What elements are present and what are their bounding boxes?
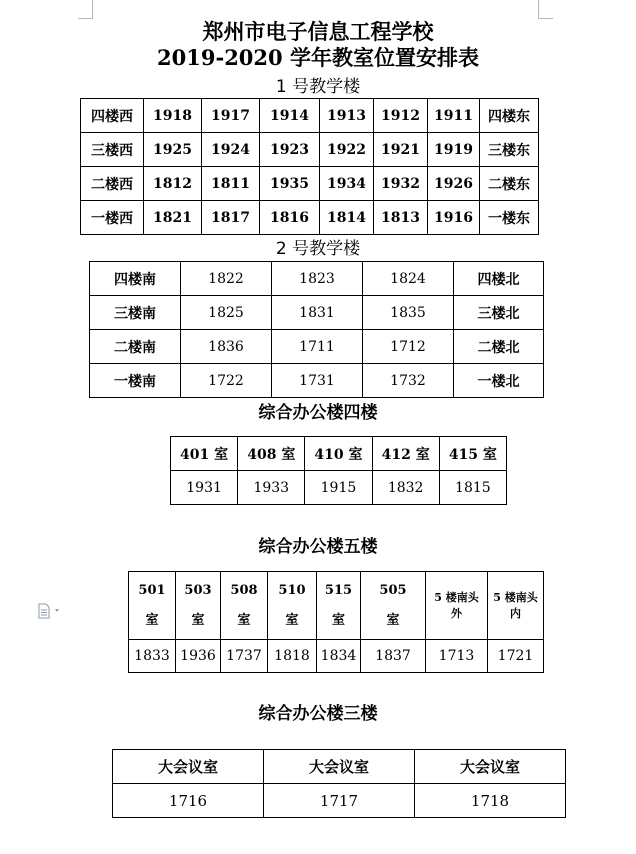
- office4-room-row: [171, 437, 507, 471]
- building2-room-code: 1824: [363, 262, 454, 296]
- office5-code-cell: 1721: [488, 640, 544, 673]
- building1-floor-label: 一楼西: [81, 201, 144, 235]
- room-suffix: 室: [191, 612, 205, 628]
- building1-floor-label: 二楼西: [81, 167, 144, 201]
- special-room-line2: 外: [451, 607, 462, 620]
- office5-code-cell: 1834: [317, 640, 361, 673]
- document-subtitle: 2019-2020 学年教室位置安排表: [157, 45, 479, 70]
- building2-floor-label: 一楼南: [90, 364, 181, 398]
- office3-room-cell: 大会议室: [113, 750, 264, 784]
- building1-room-code: 1911: [428, 99, 480, 133]
- office4-code-row: [171, 471, 507, 505]
- office4-code-cell: 1815: [439, 471, 506, 505]
- building1-room-code: 1916: [428, 201, 480, 235]
- building2-room-code: 1722: [181, 364, 272, 398]
- building1-room-code: 1925: [144, 133, 202, 167]
- office3-code-cell: 1716: [113, 784, 264, 818]
- office4-code-cell: 1832: [372, 471, 439, 505]
- office5-room-cell: [268, 572, 317, 640]
- building2-room-code: 1825: [181, 296, 272, 330]
- room-suffix: 室: [386, 612, 400, 628]
- building1-room-code: 1813: [374, 201, 428, 235]
- building2-room-code: 1831: [272, 296, 363, 330]
- building2-row: [90, 330, 544, 364]
- office5-code-cell: 1837: [361, 640, 426, 673]
- office5-code-cell: 1818: [268, 640, 317, 673]
- office4-table: [170, 436, 507, 505]
- office3-room-cell: 大会议室: [415, 750, 566, 784]
- building1-room-code: 1913: [320, 99, 374, 133]
- office4-room-cell: 415 室: [439, 437, 506, 471]
- building1-floor-label: 四楼西: [81, 99, 144, 133]
- building1-floor-label: 二楼东: [480, 167, 539, 201]
- room-number: 510: [278, 582, 306, 598]
- building2-heading: 2 号教学楼: [275, 239, 361, 259]
- special-room-line1: 5 楼南头: [434, 591, 479, 604]
- building1-room-code: 1921: [374, 133, 428, 167]
- office4-room-cell: 408 室: [238, 437, 305, 471]
- room-number: 503: [184, 582, 212, 598]
- room-suffix: 室: [237, 612, 251, 628]
- building2-room-code: 1731: [272, 364, 363, 398]
- special-room-line2: 内: [510, 607, 521, 620]
- office5-heading: 综合办公楼五楼: [258, 537, 378, 557]
- building2-table: [89, 261, 544, 398]
- building1-room-code: 1932: [374, 167, 428, 201]
- building2-room-code: 1711: [272, 330, 363, 364]
- building2-floor-label: 三楼北: [454, 296, 544, 330]
- special-room-line1: 5 楼南头: [493, 591, 538, 604]
- building1-room-code: 1912: [374, 99, 428, 133]
- building1-room-code: 1923: [260, 133, 320, 167]
- room-number: 515: [324, 582, 353, 598]
- building1-room-code: 1814: [320, 201, 374, 235]
- building1-room-code: 1817: [202, 201, 260, 235]
- building1-table: [80, 98, 539, 235]
- building1-room-code: 1918: [144, 99, 202, 133]
- building1-floor-label: 一楼东: [480, 201, 539, 235]
- office4-room-cell: 412 室: [372, 437, 439, 471]
- office5-code-cell: 1737: [221, 640, 268, 673]
- office3-code-row: [113, 784, 566, 818]
- room-suffix: 室: [285, 612, 299, 628]
- office3-table: [112, 749, 566, 818]
- building2-rows: [90, 262, 544, 398]
- building1-heading: 1 号教学楼: [275, 77, 361, 97]
- building2-floor-label: 四楼南: [90, 262, 181, 296]
- building1-room-code: 1922: [320, 133, 374, 167]
- building1-room-code: 1934: [320, 167, 374, 201]
- building1-room-code: 1821: [144, 201, 202, 235]
- building1-room-code: 1926: [428, 167, 480, 201]
- office4-room-cell: 401 室: [171, 437, 238, 471]
- building1-room-code: 1816: [260, 201, 320, 235]
- building2-room-code: 1732: [363, 364, 454, 398]
- building1-row: [81, 133, 539, 167]
- building2-row: [90, 296, 544, 330]
- building2-row: [90, 364, 544, 398]
- room-suffix: 室: [145, 612, 159, 628]
- building1-floor-label: 三楼西: [81, 133, 144, 167]
- office3-code-cell: 1718: [415, 784, 566, 818]
- office5-room-cell: [176, 572, 221, 640]
- building1-row: [81, 201, 539, 235]
- building1-row: [81, 99, 539, 133]
- office5-room-cell: [317, 572, 361, 640]
- office3-room-cell: 大会议室: [264, 750, 415, 784]
- office5-code-row: [129, 640, 544, 673]
- document-title: 郑州市电子信息工程学校: [202, 19, 434, 44]
- building1-room-code: 1935: [260, 167, 320, 201]
- page-corner-mark-left: [78, 0, 93, 19]
- office4-heading: 综合办公楼四楼: [258, 403, 378, 423]
- office3-heading: 综合办公楼三楼: [258, 704, 378, 724]
- room-suffix: 室: [331, 612, 345, 628]
- room-number: 505: [379, 582, 407, 598]
- building2-row: [90, 262, 544, 296]
- building1-room-code: 1917: [202, 99, 260, 133]
- building2-room-code: 1835: [363, 296, 454, 330]
- building1-row: [81, 167, 539, 201]
- office5-room-row: [129, 572, 544, 640]
- building1-room-code: 1812: [144, 167, 202, 201]
- office4-room-cell: 410 室: [305, 437, 372, 471]
- building1-room-code: 1924: [202, 133, 260, 167]
- building2-floor-label: 四楼北: [454, 262, 544, 296]
- office5-code-cell: 1713: [426, 640, 488, 673]
- office5-table: [128, 571, 544, 673]
- office3-room-row: [113, 750, 566, 784]
- document-icon[interactable]: [38, 603, 50, 618]
- building1-rows: [81, 99, 539, 235]
- building2-room-code: 1822: [181, 262, 272, 296]
- office3-code-cell: 1717: [264, 784, 415, 818]
- building1-floor-label: 四楼东: [480, 99, 539, 133]
- page-corner-mark-right: [538, 0, 553, 19]
- building2-floor-label: 一楼北: [454, 364, 544, 398]
- office5-room-cell: [361, 572, 426, 640]
- office4-code-cell: 1931: [171, 471, 238, 505]
- office5-special-room-cell: [426, 572, 488, 640]
- building2-floor-label: 二楼南: [90, 330, 181, 364]
- building1-room-code: 1811: [202, 167, 260, 201]
- office5-special-room-cell: [488, 572, 544, 640]
- office5-room-cell: [221, 572, 268, 640]
- office4-code-cell: 1915: [305, 471, 372, 505]
- building2-floor-label: 三楼南: [90, 296, 181, 330]
- room-number: 508: [230, 582, 258, 598]
- office4-code-cell: 1933: [238, 471, 305, 505]
- room-number: 501: [138, 582, 166, 598]
- building2-room-code: 1823: [272, 262, 363, 296]
- building2-room-code: 1712: [363, 330, 454, 364]
- building2-floor-label: 二楼北: [454, 330, 544, 364]
- building1-room-code: 1914: [260, 99, 320, 133]
- office5-code-cell: 1833: [129, 640, 176, 673]
- building1-room-code: 1919: [428, 133, 480, 167]
- building2-room-code: 1836: [181, 330, 272, 364]
- office5-room-cell: [129, 572, 176, 640]
- building1-floor-label: 三楼东: [480, 133, 539, 167]
- office5-code-cell: 1936: [176, 640, 221, 673]
